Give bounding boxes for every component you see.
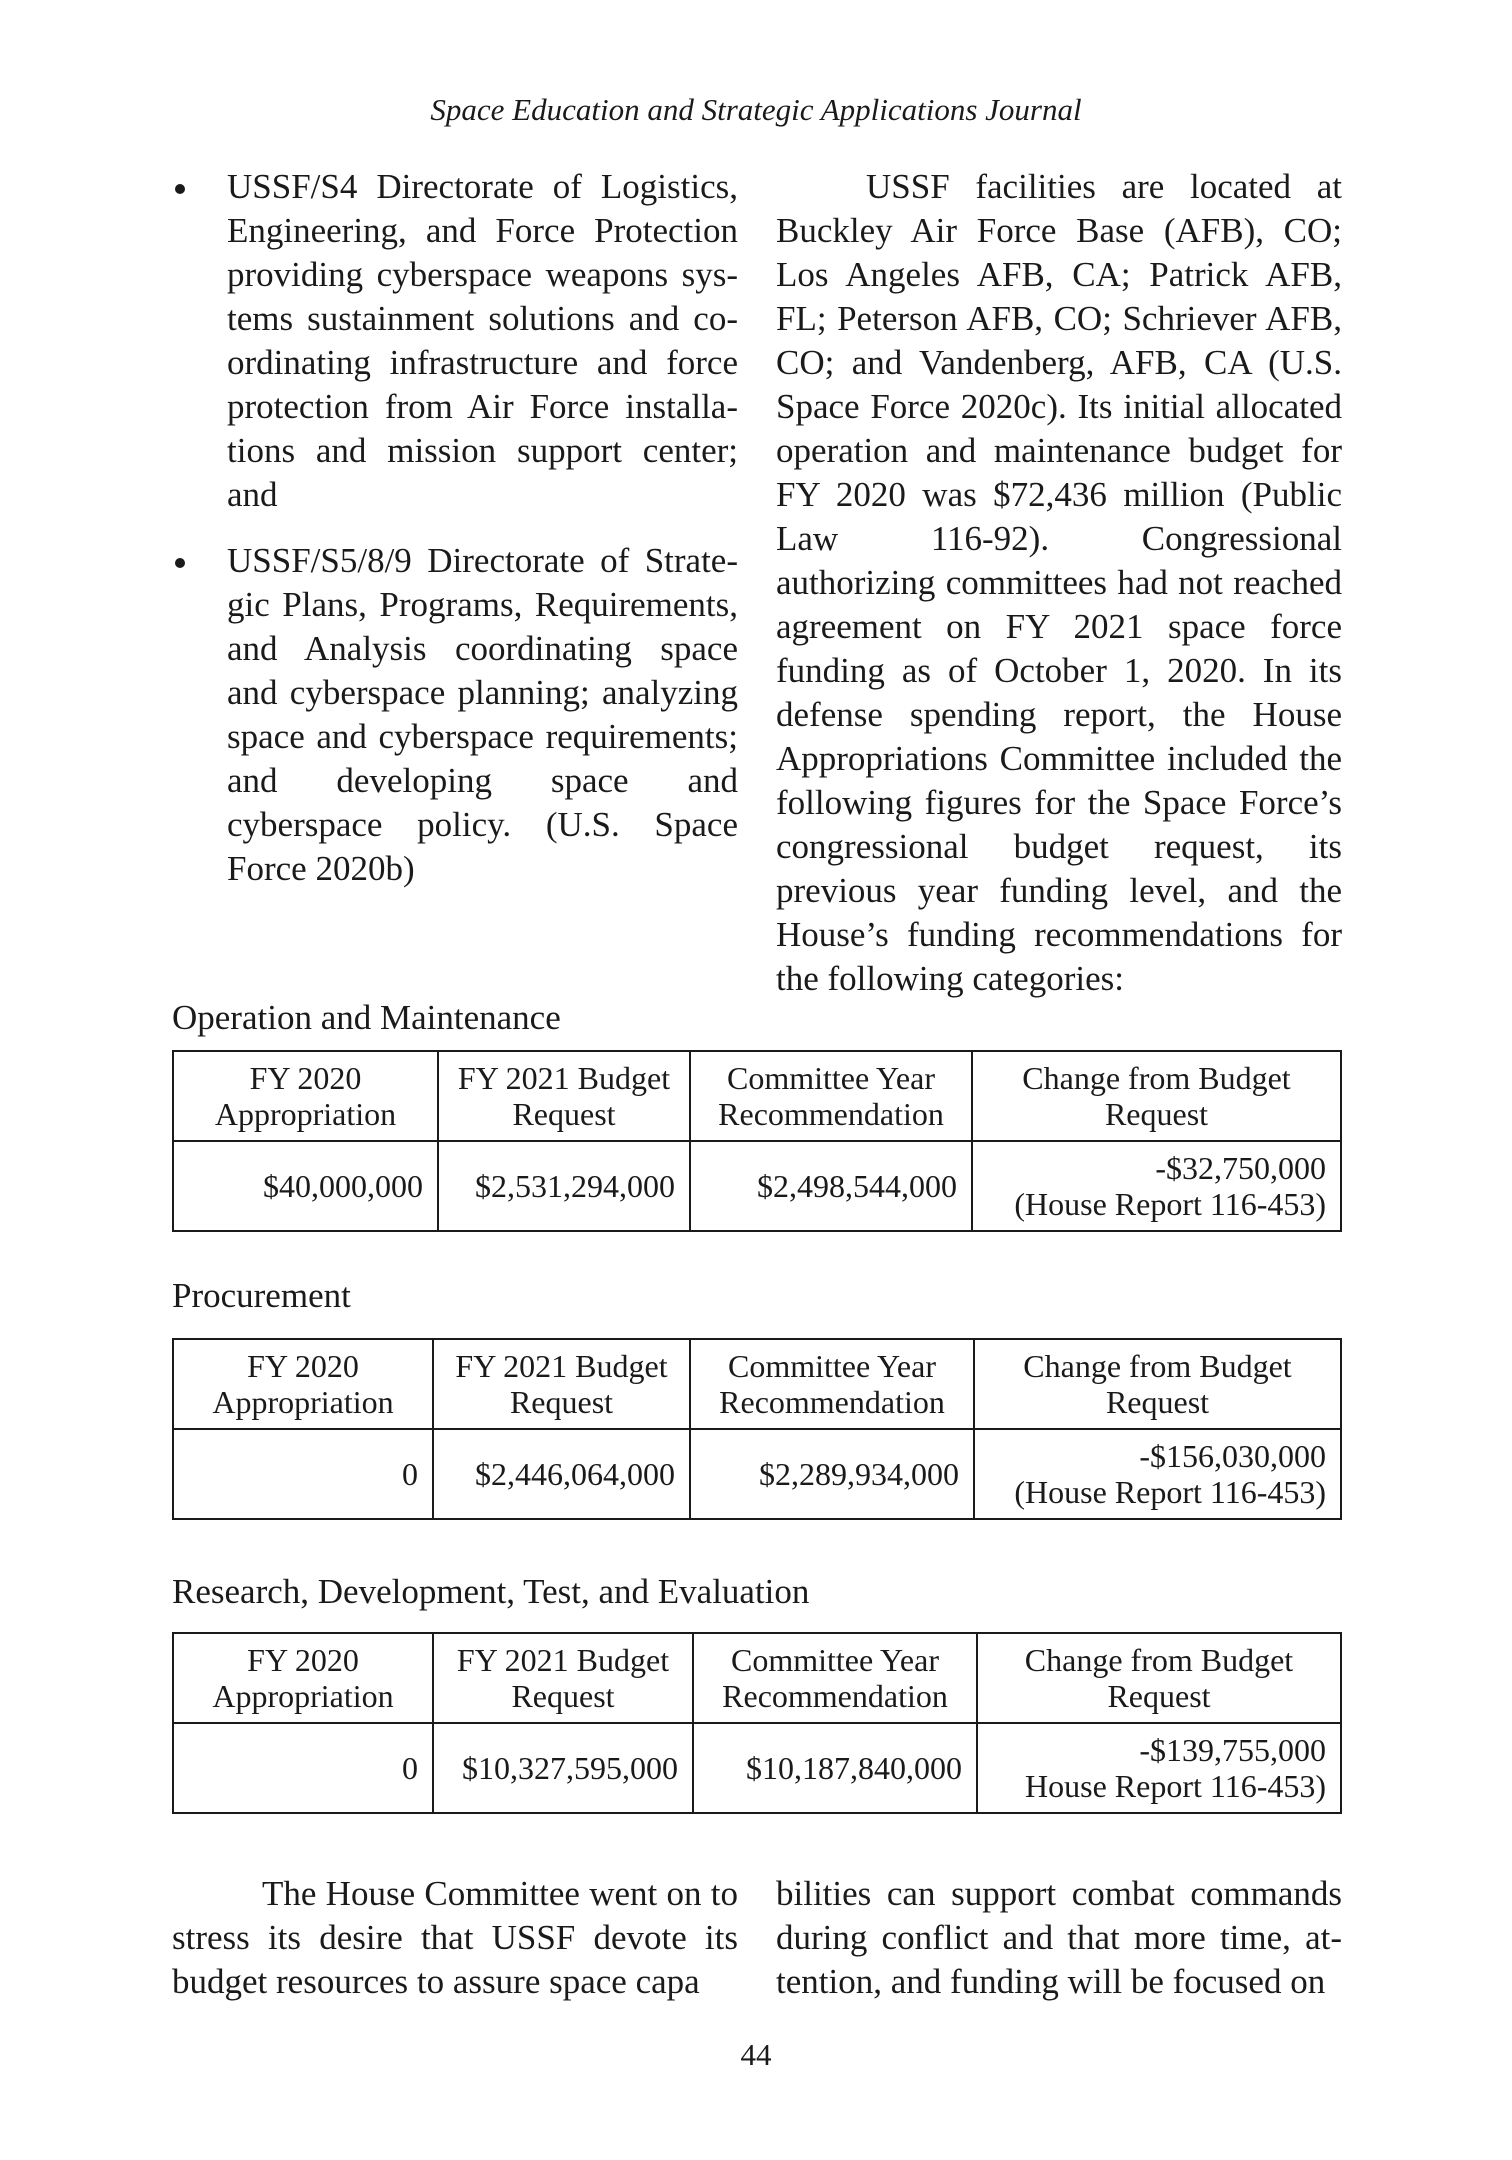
journal-title: Space Education and Strategic Applications Journal xyxy=(430,92,1082,127)
bullet-item-s4 xyxy=(172,165,738,517)
header-fy2021-request: FY 2021 Budget Request xyxy=(433,1633,693,1723)
cell-fy2021-request: $10,327,595,000 xyxy=(433,1723,693,1813)
header-change: Change from Budget Request xyxy=(977,1633,1341,1723)
header-change: Change from Budget Request xyxy=(974,1339,1341,1429)
table-header-row xyxy=(173,1339,1341,1429)
bullet-item-s5 xyxy=(172,539,738,891)
header-fy2020: FY 2020 Appropriation xyxy=(173,1051,438,1141)
house-committee-paragraph: The House Committee went on to stress its desire that USSF devote its budget resources to assure space capa xyxy=(172,1874,738,2001)
bullet-icon xyxy=(175,184,185,194)
right-column xyxy=(776,165,1342,1001)
header-fy2020: FY 2020 Appropriation xyxy=(173,1339,433,1429)
cell-change: -$32,750,000 (House Report 116-453) xyxy=(972,1141,1341,1231)
cell-committee: $2,289,934,000 xyxy=(690,1429,974,1519)
table-row xyxy=(173,1141,1341,1231)
bottom-right-column xyxy=(776,1872,1342,2004)
bullet-icon xyxy=(175,558,185,568)
budget-table-om xyxy=(172,1050,1342,1232)
budget-table-rdte xyxy=(172,1632,1342,1814)
table-label-rdte: Research, Development, Test, and Evaluation xyxy=(172,1572,810,1611)
house-committee-continuation: bilities can support combat commands during conflict and that more time, attention, and funding will be focused on xyxy=(776,1874,1342,2001)
cell-change: -$139,755,000 House Report 116-453) xyxy=(977,1723,1341,1813)
header-committee: Committee Year Recommendation xyxy=(693,1633,977,1723)
left-column xyxy=(172,165,738,913)
table-header-row xyxy=(173,1051,1341,1141)
table-header-row xyxy=(173,1633,1341,1723)
cell-committee: $10,187,840,000 xyxy=(693,1723,977,1813)
header-fy2021-request: FY 2021 Budget Request xyxy=(433,1339,690,1429)
cell-committee: $2,498,544,000 xyxy=(690,1141,972,1231)
header-change: Change from Budget Request xyxy=(972,1051,1341,1141)
cell-fy2020: 0 xyxy=(173,1429,433,1519)
header-fy2020: FY 2020 Appropriation xyxy=(173,1633,433,1723)
cell-fy2021-request: $2,531,294,000 xyxy=(438,1141,690,1231)
header-committee: Committee Year Recommendation xyxy=(690,1339,974,1429)
bullet-text: USSF/S5/8/9 Directorate of Strategic Plans, Programs, Requirements, and Analysis coordinating space and cyberspace planning; analyzing space and cyberspace requirements; and developing space and cyberspace policy. (U.S. Space Force 2020b) xyxy=(227,541,738,888)
page-number: 44 xyxy=(740,2037,772,2072)
cell-fy2021-request: $2,446,064,000 xyxy=(433,1429,690,1519)
bullet-text: USSF/S4 Directorate of Logistics, Engineering, and Force Protection providing cyberspace weapons systems sustainment solutions and coordinating infrastructure and force protection from Air Force installations and mission support center; and xyxy=(227,167,738,514)
facilities-paragraph: USSF facilities are located at Buckley Air Force Base (AFB), CO; Los Angeles AFB, CA; Patrick AFB, FL; Peterson AFB, CO; Schriever AFB, CO; and Vandenberg, AFB, CA (U.S. Space Force 2020c). Its initial allocated operation and maintenance budget for FY 2020 was $72,436 million (Public Law 116-92). Congressional authorizing committees had not reached agreement on FY 2021 space force funding as of October 1, 2020. In its defense spending report, the House Appropriations Committee included the following figures for the Space Force’s congressional budget request, its previous year funding level, and the House’s funding recommendations for the following categories: xyxy=(776,167,1342,998)
cell-change: -$156,030,000 (House Report 116-453) xyxy=(974,1429,1341,1519)
cell-fy2020: 0 xyxy=(173,1723,433,1813)
header-committee: Committee Year Recommendation xyxy=(690,1051,972,1141)
cell-fy2020: $40,000,000 xyxy=(173,1141,438,1231)
bottom-left-column xyxy=(172,1872,738,2004)
budget-table-procurement xyxy=(172,1338,1342,1520)
header-fy2021-request: FY 2021 Budget Request xyxy=(438,1051,690,1141)
table-label-procurement: Procurement xyxy=(172,1276,351,1315)
table-row xyxy=(173,1723,1341,1813)
table-label-om: Operation and Maintenance xyxy=(172,998,561,1037)
table-row xyxy=(173,1429,1341,1519)
